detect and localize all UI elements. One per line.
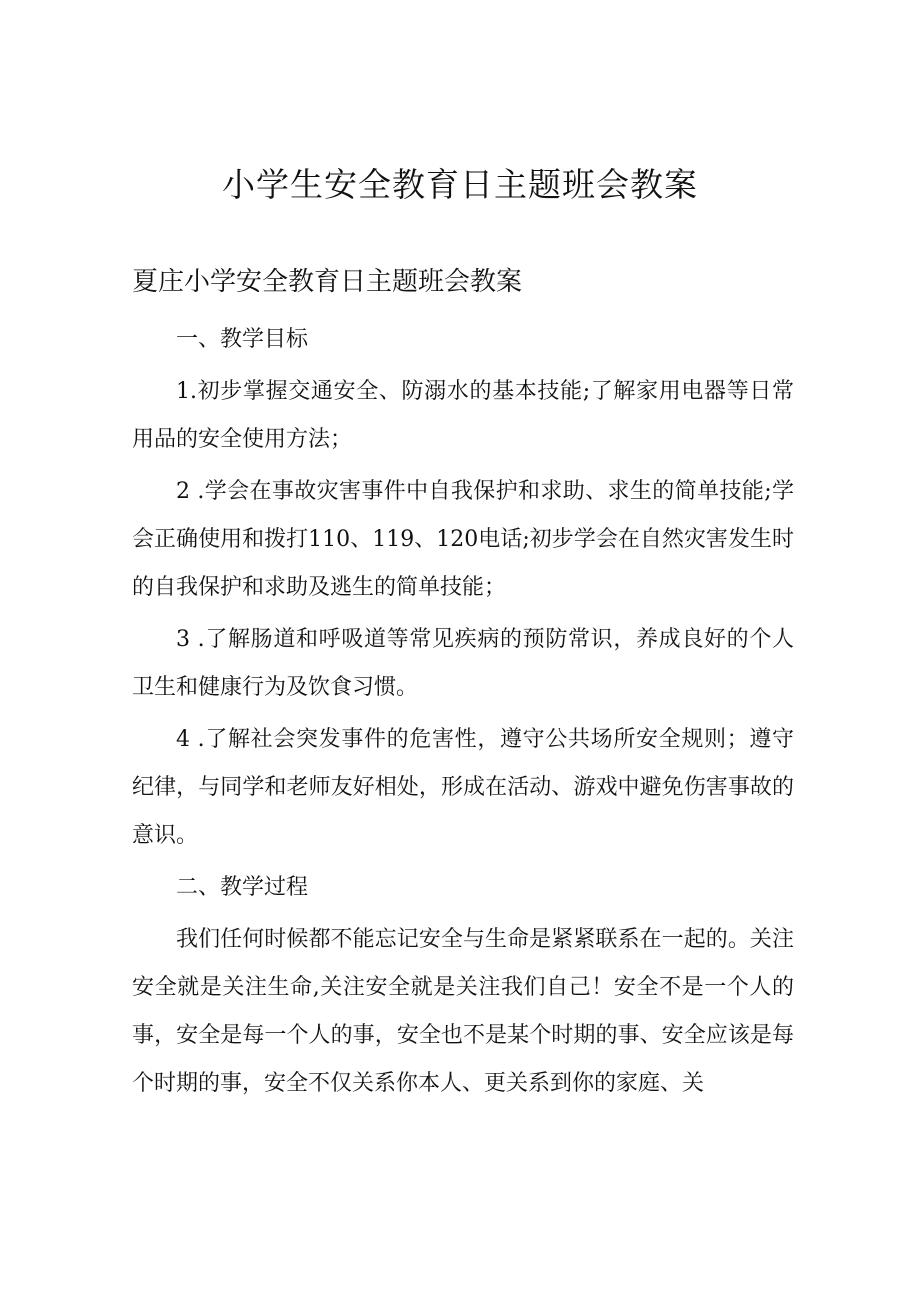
document-subtitle: 夏庄小学安全教育日主题班会教案 — [132, 267, 523, 297]
section-heading-objectives: 一、教学目标 — [176, 327, 309, 352]
objective-item-4: 4 .了解社会突发事件的危害性，遵守公共场所安全规则；遵守纪律，与同学和老师友好相处，形成在活动、游戏中避免伤害事故的意识。 — [132, 727, 794, 848]
section-heading-process: 二、教学过程 — [176, 875, 309, 900]
objective-item-3: 3 .了解肠道和呼吸道等常见疾病的预防常识，养成良好的个人卫生和健康行为及饮食习惯。 — [132, 627, 794, 700]
objective-item-2: 2 .学会在事故灾害事件中自我保护和求助、求生的简单技能;学会正确使用和拨打110、119、120电话;初步学会在自然灾害发生时的自我保护和求助及逃生的简单技能； — [132, 479, 794, 600]
document-title: 小学生安全教育日主题班会教案 — [222, 165, 698, 204]
process-paragraph: 我们任何时候都不能忘记安全与生命是紧紧联系在一起的。关注安全就是关注生命,关注安全就是关注我们自己！安全不是一个人的事，安全是每一个人的事，安全也不是某个时期的事、安全应该是每个时期的事，安全不仅关系你本人、更关系到你的家庭、关 — [132, 927, 794, 1096]
objective-item-1: 1.初步掌握交通安全、防溺水的基本技能;了解家用电器等日常用品的安全使用方法； — [132, 379, 794, 452]
document-body — [132, 316, 794, 1108]
